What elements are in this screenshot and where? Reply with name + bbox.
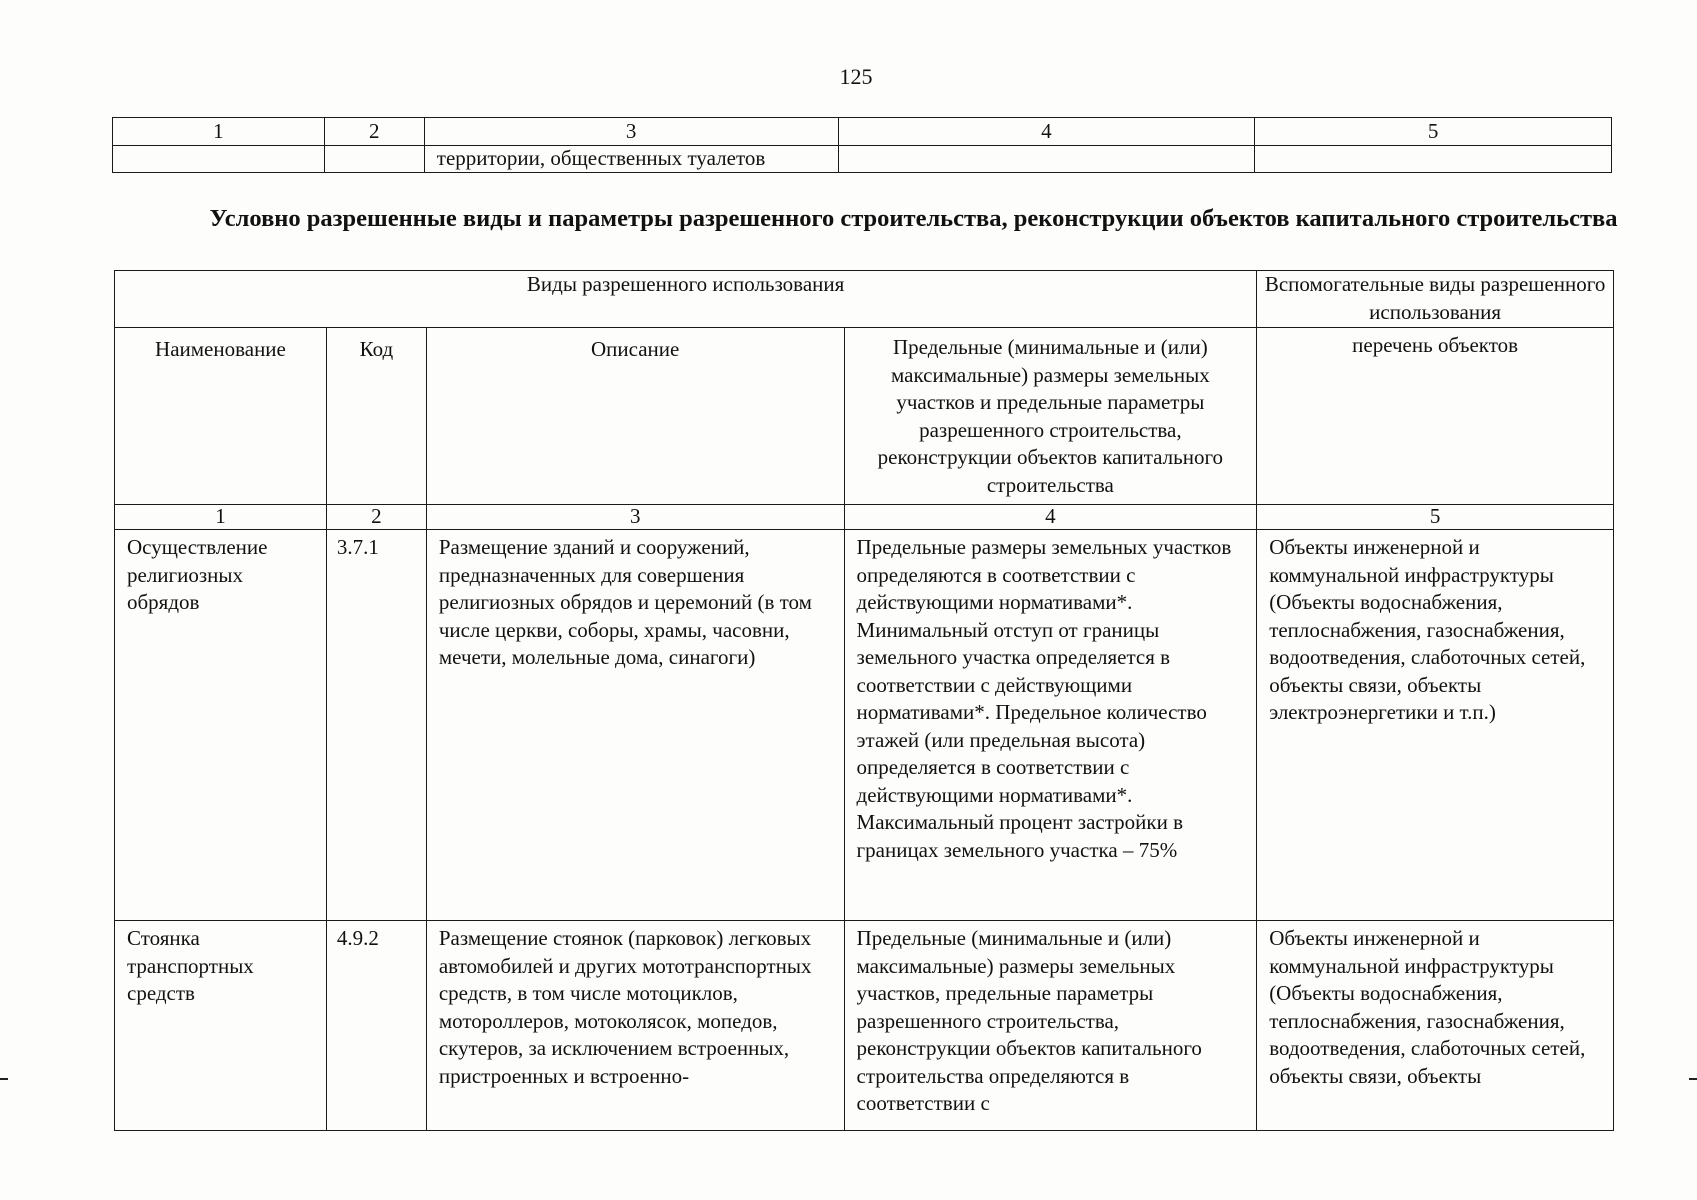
column-number: 5 (1255, 118, 1612, 146)
column-number: 3 (424, 118, 838, 146)
table-cell: территории, общественных туалетов (424, 146, 838, 173)
group-header-row (115, 271, 1614, 328)
continuation-table (112, 117, 1612, 173)
use-description (426, 921, 844, 1131)
land-use-table (114, 270, 1614, 1131)
use-code (326, 921, 426, 1131)
use-parameters: Предельные размеры земельных участков определяются в соответствии с действующими нормативами*. Минимальный отступ от границы земельного участка определяется в соответствии с действующими нормативами*. Предельное количество этажей (или предельная высота) определяется в соответствии с действующими нормативами*. Максимальный процент застройки в границах земельного участка – 75% (844, 530, 1257, 921)
use-name: Осуществление религиозных обрядов (115, 530, 327, 921)
page-number: 125 (839, 64, 873, 89)
column-number-row (115, 505, 1614, 530)
aux-header: Вспомогательные виды разрешенного использования (1257, 271, 1614, 328)
table-row (113, 146, 1612, 173)
column-number: 1 (115, 505, 327, 530)
column-number: 1 (113, 118, 325, 146)
table-row (115, 530, 1614, 921)
scan-edge-mark-left (0, 1078, 8, 1080)
use-code: 3.7.1 (326, 530, 426, 921)
column-number: 2 (324, 118, 424, 146)
section-title: Условно разрешенные виды и параметры разрешенного строительства, реконструкции объектов капитального строительства (209, 205, 1618, 232)
table-cell (113, 146, 325, 173)
table-row (115, 921, 1614, 1131)
aux-objects (1257, 921, 1614, 1131)
table-row (113, 118, 1612, 146)
use-parameters-text: Предельные (минимальные и (или) максимальные) размеры земельных участков, предельные параметры разрешенного строительства, реконструкции объектов капитального строительства определяются в соответствии с (856, 926, 1202, 1115)
column-number: 2 (326, 505, 426, 530)
use-name (115, 921, 327, 1131)
column-header-name: Наименование (115, 328, 327, 505)
column-header-description: Описание (426, 328, 844, 505)
table-cell (838, 146, 1255, 173)
column-number: 4 (844, 505, 1257, 530)
column-number: 4 (838, 118, 1255, 146)
use-description-text: Размещение стоянок (парковок) легковых автомобилей и других мототранспортных средств, в том числе мотоциклов, мотороллеров, мотоколясок, мопедов, скутеров, за исключением встроенных, пристроенных и встроенно- (438, 926, 812, 1088)
use-parameters (844, 921, 1257, 1131)
column-header-row (115, 328, 1614, 505)
column-header-parameters: Предельные (минимальные и (или) максимальные) размеры земельных участков и предельные параметры разрешенного строительства, реконструкции объектов капитального строительства (844, 328, 1257, 505)
use-name-text: Стоянка транспортных средств (127, 926, 254, 1005)
use-code-text: 4.9.2 (336, 926, 379, 950)
column-number: 3 (426, 505, 844, 530)
scan-edge-mark-right (1689, 1078, 1697, 1080)
column-header-code: Код (326, 328, 426, 505)
aux-objects-text: Объекты инженерной и коммунальной инфраструктуры (Объекты водоснабжения, теплоснабжения, газоснабжения, водоотведения, слаботочных сетей, объекты связи, объекты (1269, 926, 1586, 1088)
table-cell (324, 146, 424, 173)
aux-objects: Объекты инженерной и коммунальной инфраструктуры (Объекты водоснабжения, теплоснабжения, газоснабжения, водоотведения, слаботочных сетей, объекты связи, объекты электроэнергетики и т.п.) (1257, 530, 1614, 921)
column-header-objects: перечень объектов (1257, 328, 1614, 505)
use-description: Размещение зданий и сооружений, предназначенных для совершения религиозных обрядов и церемоний (в том числе церкви, соборы, храмы, часовни, мечети, молельные дома, синагоги) (426, 530, 844, 921)
table-cell (1255, 146, 1612, 173)
group-header: Виды разрешенного использования (115, 271, 1257, 328)
column-number: 5 (1257, 505, 1614, 530)
